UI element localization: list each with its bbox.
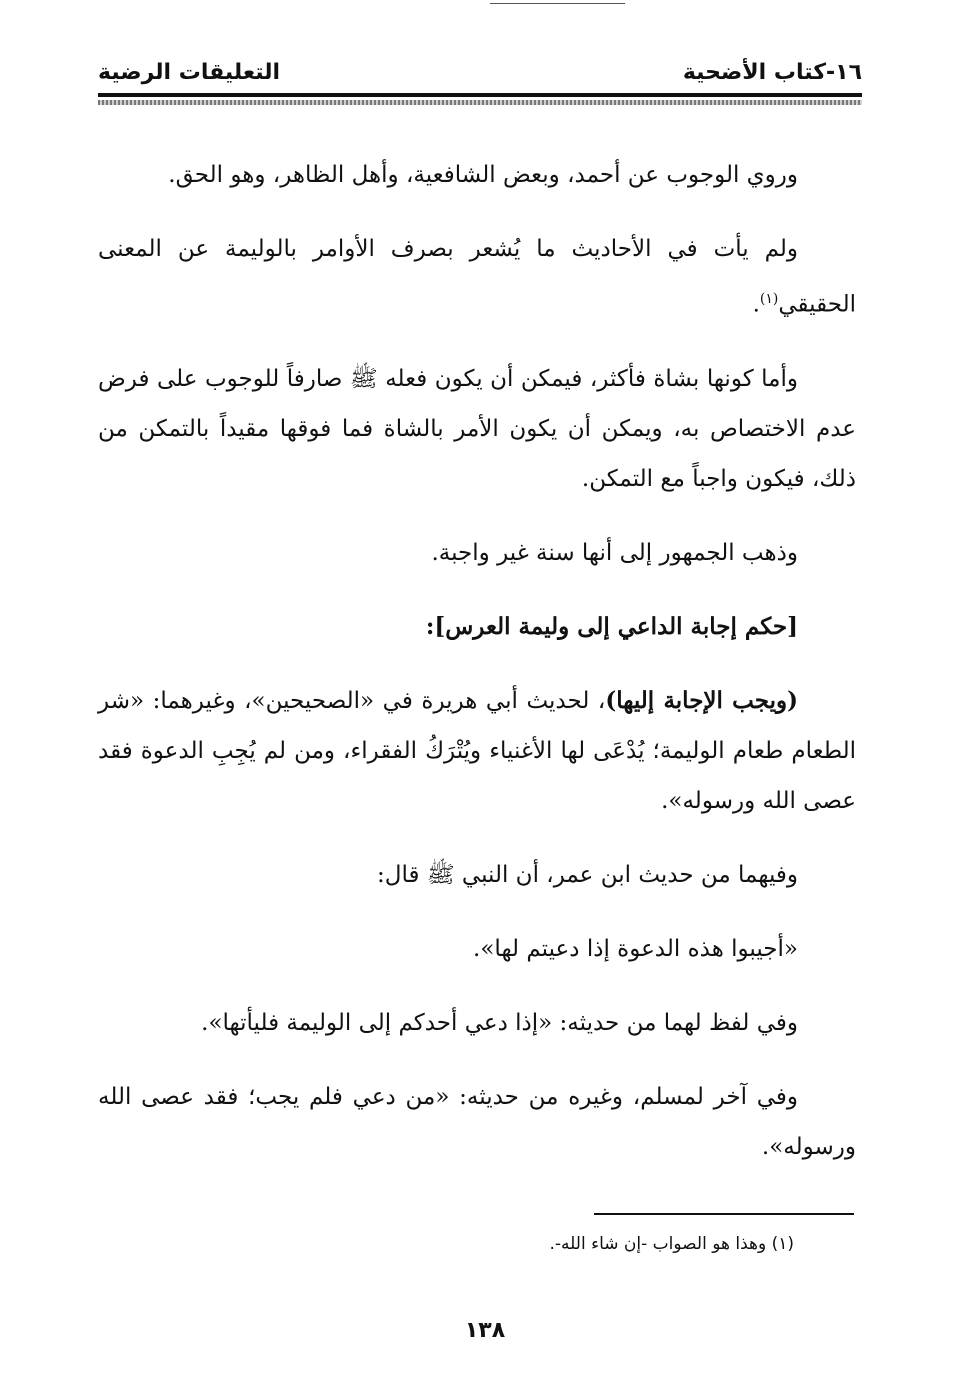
paragraph-2 bbox=[98, 224, 856, 330]
page-number: ١٣٨ bbox=[464, 1318, 506, 1343]
paragraph-8-text: وفي لفظ لهما من حديثه: «إذا دعي أحدكم إلى الوليمة فليأتها». bbox=[201, 1009, 798, 1036]
paragraph-3 bbox=[98, 354, 856, 504]
header-rule-pattern bbox=[98, 100, 862, 105]
paragraph-7-text: «أجيبوا هذه الدعوة إذا دعيتم لها». bbox=[473, 935, 798, 962]
section-heading-text: [حكم إجابة الداعي إلى وليمة العرس]: bbox=[425, 612, 798, 640]
top-edge-rule bbox=[490, 3, 625, 4]
paragraph-2-end: . bbox=[752, 291, 760, 318]
paragraph-9-text: وفي آخر لمسلم، وغيره من حديثه: «من دعي فلم يجب؛ فقد عصى الله ورسوله». bbox=[98, 1083, 856, 1160]
paragraph-5 bbox=[98, 676, 856, 826]
paragraph-5-lead: (ويجب الإجابة إليها) bbox=[605, 686, 798, 714]
main-text bbox=[98, 150, 856, 1196]
paragraph-1 bbox=[98, 150, 856, 200]
paragraph-9 bbox=[98, 1072, 856, 1172]
header-rule bbox=[98, 93, 862, 97]
footnote-rule bbox=[594, 1213, 854, 1215]
paragraph-5-text: ، لحديث أبي هريرة في «الصحيحين»، وغيرهما: «شر الطعام طعام الوليمة؛ يُدْعَى لها الأغنياء ويُتْرَكُ الفقراء، ومن لم يُجِبِ الدعوة فقد عصى الله ورسوله». bbox=[98, 687, 856, 814]
footnote: (١) وهذا هو الصواب -إن شاء الله-. bbox=[549, 1234, 794, 1254]
paragraph-2-text: ولم يأت في الأحاديث ما يُشعر بصرف الأوامر بالوليمة عن المعنى الحقيقي bbox=[98, 236, 856, 318]
paragraph-6-text: وفيهما من حديث ابن عمر، أن النبي ﷺ قال: bbox=[377, 861, 798, 888]
chapter-title: ١٦-كتاب الأضحية bbox=[682, 60, 862, 85]
section-heading bbox=[98, 602, 856, 652]
paragraph-4-text: وذهب الجمهور إلى أنها سنة غير واجبة. bbox=[431, 539, 798, 566]
paragraph-6 bbox=[98, 850, 856, 900]
paragraph-1-text: وروي الوجوب عن أحمد، وبعض الشافعية، وأهل الظاهر، وهو الحق. bbox=[168, 162, 798, 188]
book-title: التعليقات الرضية bbox=[98, 60, 281, 85]
paragraph-3-text: وأما كونها بشاة فأكثر، فيمكن أن يكون فعله ﷺ صارفاً للوجوب على فرض عدم الاختصاص به، ويمكن أن يكون الأمر بالشاة فما فوقها مقيداً بالتمكن من ذلك، فيكون واجباً مع التمكن. bbox=[98, 365, 856, 492]
footnote-marker: (١) bbox=[759, 291, 779, 307]
paragraph-7 bbox=[98, 924, 856, 974]
paragraph-8 bbox=[98, 998, 856, 1048]
paragraph-4 bbox=[98, 528, 856, 578]
